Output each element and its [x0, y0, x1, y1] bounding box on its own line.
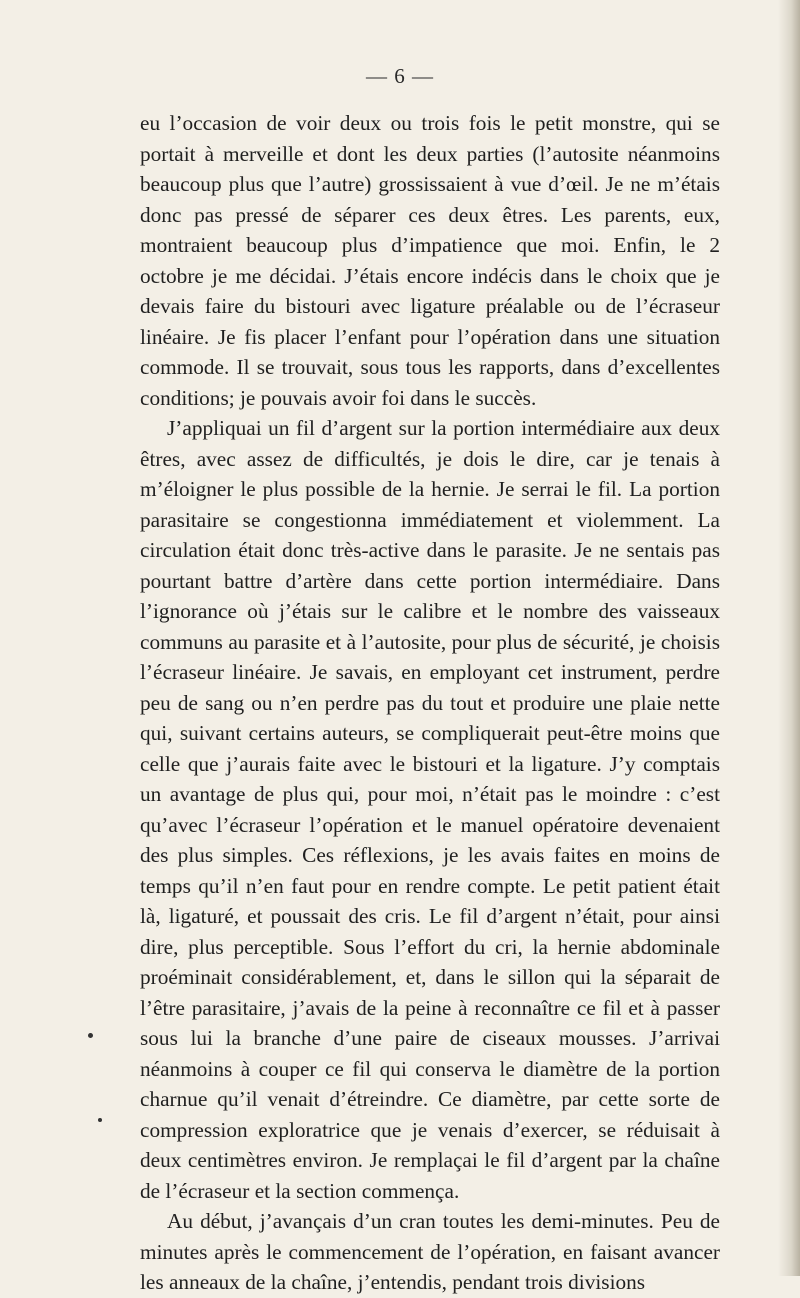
paragraph-3: Au début, j’avançais d’un cran toutes les demi-minutes. Peu de minutes après le commencement de l’opération, en faisant avancer les anneaux de la chaîne, j’entendis, pendant trois divisions [140, 1209, 720, 1294]
page-number: — 6 — [366, 64, 434, 88]
page-edge-shadow [778, 0, 800, 1276]
paragraph-2: J’appliquai un fil d’argent sur la portion intermédiaire aux deux êtres, avec assez de difficultés, je dois le dire, car je tenais à m’éloigner le plus possible de la hernie. Je serrai le fil. La portion parasitaire se congestionna immédiatement et violemment. La circulation était donc très-active dans le parasite. Je ne sentais pas pourtant battre d’artère dans cette portion intermédiaire. Dans l’ignorance où j’étais sur le calibre et le nombre des vaisseaux communs au parasite et à l’autosite, pour plus de sécurité, je choisis l’écraseur linéaire. Je savais, en employant cet instrument, perdre peu de sang ou n’en perdre pas du tout et produire une plaie nette qui, suivant certains auteurs, se compliquerait peut-être moins que celle que j’aurais faite avec le bistouri et la ligature. J’y comptais un avantage de plus qui, pour moi, n’était pas le moindre : c’est qu’avec l’écraseur l’opération et le manuel opératoire devenaient des plus simples. Ces réflexions, je les avais faites en moins de temps qu’il n’en faut pour en rendre compte. Le petit patient était là, ligaturé, et poussait des cris. Le fil d’argent n’était, pour ainsi dire, plus perceptible. Sous l’effort du cri, la hernie abdominale proéminait considérablement, et, dans le sillon qui la séparait de l’être parasitaire, j’avais de la peine à reconnaître ce fil et à passer sous lui la branche d’une paire de ciseaux mousses. J’arrivai néanmoins à couper ce fil qui conserva le diamètre de la portion charnue qu’il venait d’étreindre. Ce diamètre, par cette sorte de compression exploratrice que je venais d’exercer, se réduisait à deux centimètres environ. Je remplaçai le fil d’argent par la chaîne de l’écraseur et la section commença. [140, 416, 720, 1203]
paragraph-1: eu l’occasion de voir deux ou trois fois le petit monstre, qui se portait à merveille et dont les deux parties (l’autosite néanmoins beaucoup plus que l’autre) grossissaient à vue d’œil. Je ne m’étais donc pas pressé de séparer ces deux êtres. Les parents, eux, montraient beaucoup plus d’impatience que moi. Enfin, le 2 octobre je me décidai. J’étais encore indécis dans le choix que je devais faire du bistouri avec ligature préalable ou de l’écraseur linéaire. Je fis placer l’enfant pour l’opération dans une situation commode. Il se trouvait, sous tous les rapports, dans d’excellentes conditions; je pouvais avoir foi dans le succès. [140, 111, 720, 410]
margin-speck [88, 1033, 93, 1038]
body-text [140, 108, 720, 1298]
margin-speck [98, 1118, 102, 1122]
